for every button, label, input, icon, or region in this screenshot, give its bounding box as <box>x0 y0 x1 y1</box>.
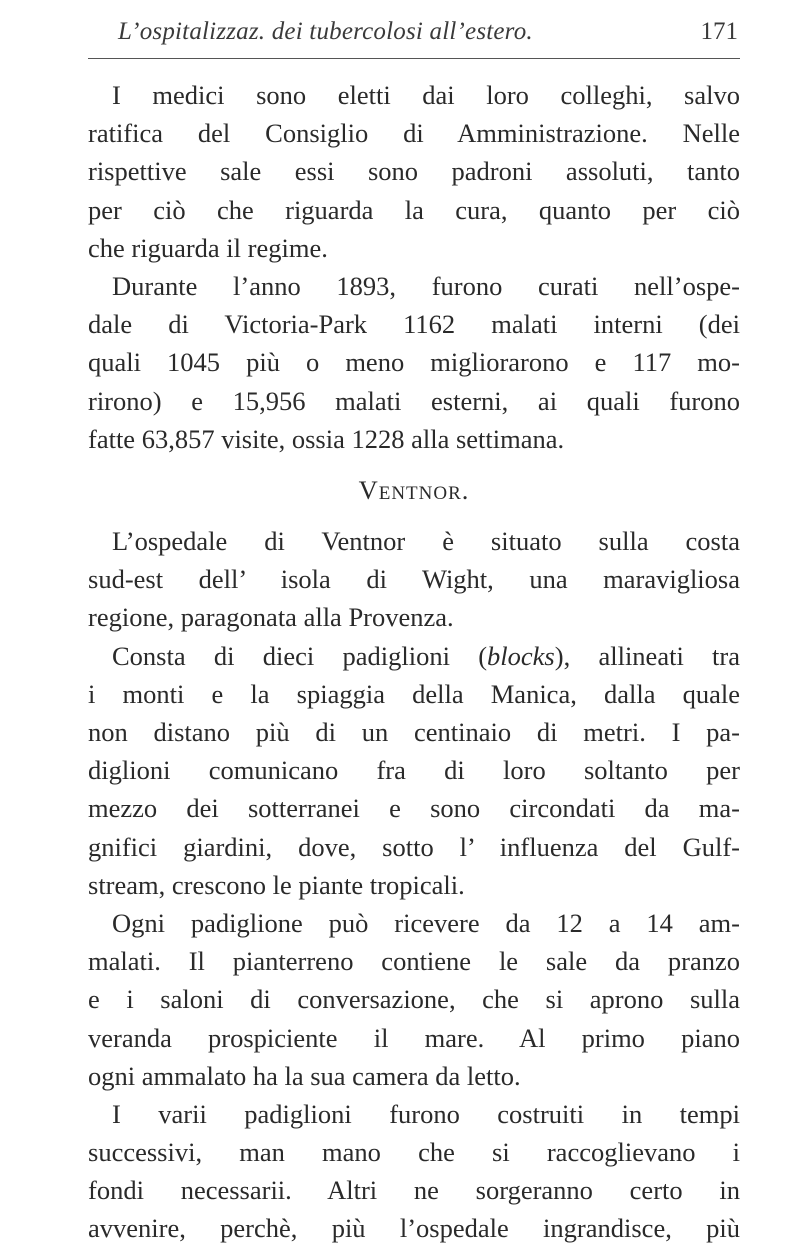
section-heading: Ventnor. <box>358 474 470 505</box>
text-line: mezzo dei sotterranei e sono circondati da ma- <box>88 793 740 824</box>
text-line <box>88 637 740 675</box>
text-line: dale di Victoria-Park 1162 malati interni (dei <box>88 309 740 340</box>
text-line: fatte 63,857 visite, ossia 1228 alla settimana. <box>88 423 565 454</box>
italic-term: blocks <box>487 640 555 671</box>
text-line: e i saloni di conversazione, che si aprono sulla <box>88 984 740 1015</box>
text-line: stream, crescono le piante tropicali. <box>88 869 465 900</box>
text-line: I medici sono eletti dai loro colleghi, salvo <box>112 80 740 110</box>
text-line: rispettive sale essi sono padroni assoluti, tanto <box>88 156 740 187</box>
text-line: ratifica del Consiglio di Amministrazione. Nelle <box>88 118 740 149</box>
text-line: diglioni comunicano fra di loro soltanto per <box>88 755 740 786</box>
text-line: Ogni padiglione può ricevere da 12 a 14 am- <box>112 907 740 938</box>
text-line: I varii padiglioni furono costruiti in tempi <box>112 1098 740 1129</box>
header-rule <box>88 58 740 59</box>
text-line: che riguarda il regime. <box>88 232 328 263</box>
page-number: 171 <box>700 18 738 45</box>
text-line: i monti e la spiaggia della Manica, dalla quale <box>88 678 740 709</box>
text-line: ogni ammalato ha la sua camera da letto. <box>88 1060 521 1091</box>
text-line: gnifici giardini, dove, sotto l’ influenza del Gulf- <box>88 831 740 862</box>
text-line: malati. Il pianterreno contiene le sale da pranzo <box>88 946 740 977</box>
text-line: Durante l’anno 1893, furono curati nell’ospe- <box>112 270 740 301</box>
running-title: L’ospitalizzaz. dei tubercolosi all’estero. <box>118 18 533 45</box>
text-line: L’ospedale di Ventnor è situato sulla costa <box>112 526 740 557</box>
running-head <box>118 14 738 50</box>
text-line: regione, paragonata alla Provenza. <box>88 602 454 633</box>
text-line: non distano più di un centinaio di metri. I pa- <box>88 717 740 747</box>
text-line: successivi, man mano che si raccoglievano i <box>88 1137 740 1168</box>
text-fragment: ), allineati tra <box>554 640 740 671</box>
text-line: sud-est dell’ isola di Wight, una maravigliosa <box>88 564 740 595</box>
text-line: avvenire, perchè, più l’ospedale ingrandisce, più <box>88 1213 740 1244</box>
text-line: per ciò che riguarda la cura, quanto per ciò <box>88 194 740 225</box>
text-line: rirono) e 15,956 malati esterni, ai quali furono <box>88 385 740 416</box>
body-text <box>88 76 740 1248</box>
text-fragment: Consta di dieci padiglioni ( <box>112 640 488 671</box>
text-line: quali 1045 più o meno migliorarono e 117 mo- <box>88 347 740 378</box>
text-line: veranda prospiciente il mare. Al primo piano <box>88 1022 740 1053</box>
text-line: fondi necessarii. Altri ne sorgeranno certo in <box>88 1175 740 1206</box>
